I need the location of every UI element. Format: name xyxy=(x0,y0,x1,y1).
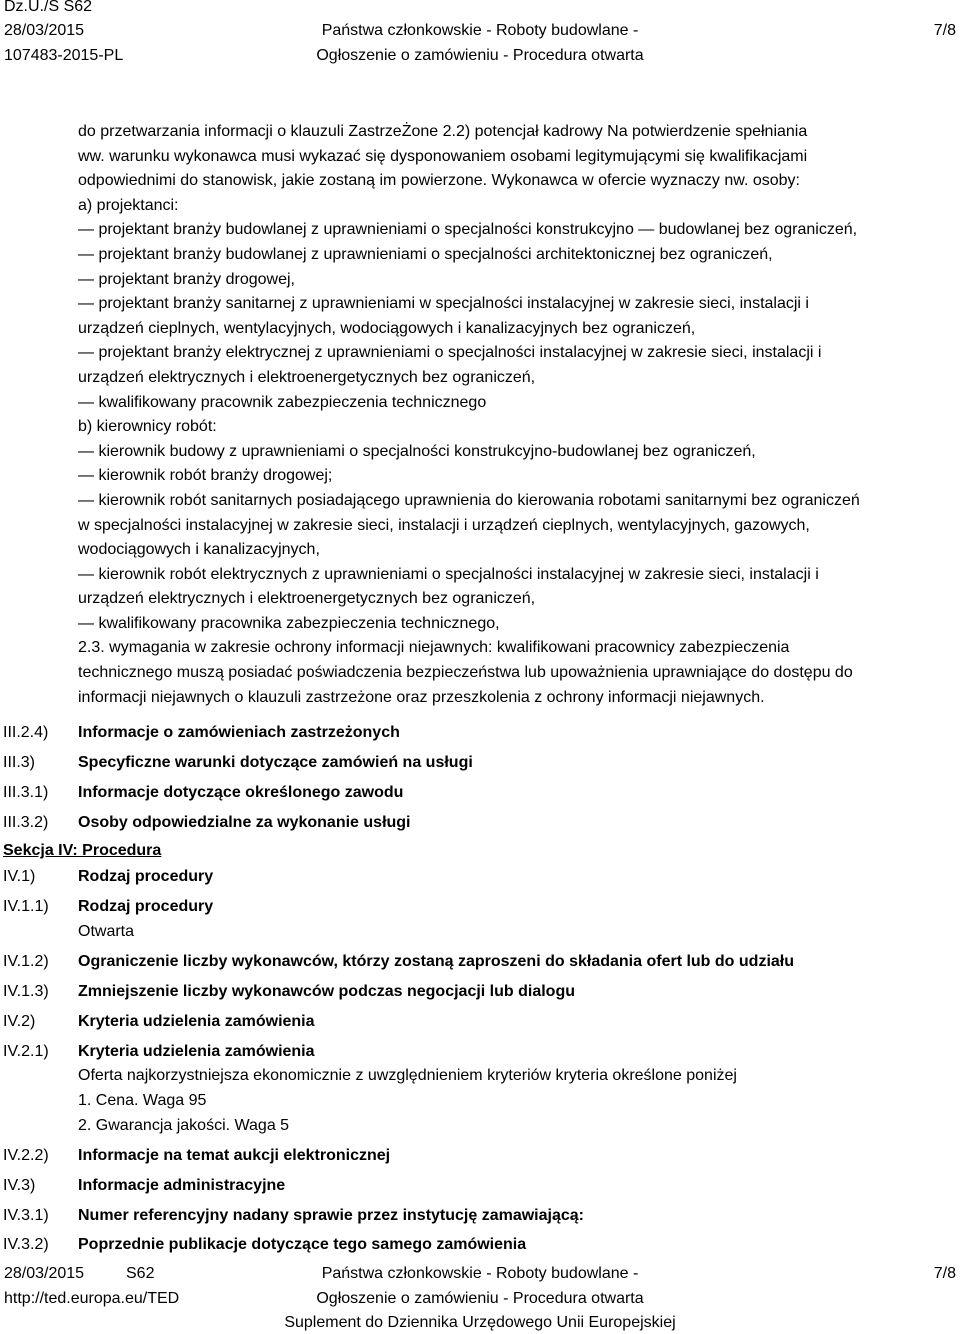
section-number: IV.3.2) xyxy=(3,1236,49,1253)
text-line: — projektant branży sanitarnej z uprawnieniami w specjalności instalacyjnej w zakresie sieci, instalacji i xyxy=(78,295,809,313)
section-number: IV.2) xyxy=(3,1013,36,1030)
text-line: informacji niejawnych o klauzuli zastrzeżone oraz przeszkolenia z ochrony informacji niejawnych. xyxy=(78,688,765,706)
section-heading: Informacje o zamówieniach zastrzeżonych xyxy=(78,724,400,741)
header-title-line1: Państwa członkowskie - Roboty budowlane - xyxy=(321,22,639,39)
section-heading: Specyficzne warunki dotyczące zamówień na usługi xyxy=(78,754,473,771)
section-number: IV.2.2) xyxy=(3,1147,49,1164)
section-number: IV.1.2) xyxy=(3,953,49,970)
text-line: — projektant branży budowlanej z uprawnieniami o specjalności konstrukcyjno — budowlanej bez ograniczeń, xyxy=(78,221,858,239)
procedure-type: Otwarta xyxy=(78,923,135,940)
section-number: IV.1.3) xyxy=(3,983,49,1000)
text-line: do przetwarzania informacji o klauzuli ZastrzeŻone 2.2) potencjał kadrowy Na potwierdzenie spełniania xyxy=(78,123,808,140)
text-line: technicznego muszą posiadać poświadczenia bezpieczeństwa lub upoważnienia uprawniające do dostępu do xyxy=(78,664,853,682)
section-heading: Numer referencyjny nadany sprawie przez instytucję zamawiającą: xyxy=(78,1207,584,1224)
text-line: — projektant branży elektrycznej z uprawnieniami o specjalności instalacyjnej w zakresie sieci, instalacji i xyxy=(78,344,822,362)
section-number: III.3) xyxy=(3,754,36,771)
section-heading: Ograniczenie liczby wykonawców, którzy zostaną zaproszeni do składania ofert lub do udziału xyxy=(78,953,794,970)
section-number: IV.3.1) xyxy=(3,1207,49,1224)
text-line: — kierownik robót elektrycznych z uprawnieniami o specjalności instalacyjnej w zakresie sieci, instalacji i xyxy=(78,565,819,583)
text-line: urządzeń elektrycznych i elektroenergetycznych bez ograniczeń, xyxy=(78,590,536,608)
text-line: 2.3. wymagania w zakresie ochrony informacji niejawnych: kwalifikowani pracownicy zabezpieczenia xyxy=(78,639,790,657)
footer-title-line3: Suplement do Dziennika Urzędowego Unii Europejskiej xyxy=(284,1314,676,1331)
text-line: — projektant branży budowlanej z uprawnieniami o specjalności architektonicznej bez ograniczeń, xyxy=(78,245,773,263)
notice-id: 107483-2015-PL xyxy=(4,47,124,64)
criteria-text: 1. Cena. Waga 95 xyxy=(78,1092,207,1109)
text-line: odpowiednimi do stanowisk, jakie zostaną im powierzone. Wykonawca w ofercie wyznaczy nw. osoby: xyxy=(78,172,800,190)
criteria-text: Oferta najkorzystniejsza ekonomicznie z uwzględnieniem kryteriów kryteria określone poniżej xyxy=(78,1067,737,1084)
footer-page-number: 7/8 xyxy=(933,1265,956,1282)
section-heading: Informacje dotyczące określonego zawodu xyxy=(78,784,404,801)
footer-date: 28/03/2015 xyxy=(4,1265,85,1282)
header-page-number: 7/8 xyxy=(933,22,956,39)
text-line: wodociągowych i kanalizacyjnych, xyxy=(78,541,320,559)
section-number: IV.1.1) xyxy=(3,898,49,915)
section-heading: Rodzaj procedury xyxy=(78,868,214,885)
section-heading: Zmniejszenie liczby wykonawców podczas negocjacji lub dialogu xyxy=(78,983,575,1000)
section-heading: Poprzednie publikacje dotyczące tego samego zamówienia xyxy=(78,1236,527,1253)
section-iv-title: Sekcja IV: Procedura xyxy=(3,842,162,859)
section-number: III.3.2) xyxy=(3,814,49,831)
text-line: — kierownik budowy z uprawnieniami o specjalności konstrukcyjno-budowlanej bez ograniczeń, xyxy=(78,442,756,460)
footer-title-line1: Państwa członkowskie - Roboty budowlane - xyxy=(321,1265,639,1282)
text-line: — kwalifikowany pracownika zabezpieczenia technicznego, xyxy=(78,614,500,632)
section-number: III.2.4) xyxy=(3,724,49,741)
section-heading: Kryteria udzielenia zamówienia xyxy=(78,1013,315,1030)
journal-ref: Dz.U./S S62 xyxy=(4,0,93,15)
text-line: b) kierownicy robót: xyxy=(78,418,217,436)
footer-url: http://ted.europa.eu/TED xyxy=(4,1290,180,1307)
text-line: a) projektanci: xyxy=(78,196,179,214)
section-number: III.3.1) xyxy=(3,784,49,801)
header-title-line2: Ogłoszenie o zamówieniu - Procedura otwarta xyxy=(316,47,644,64)
footer-title-line2: Ogłoszenie o zamówieniu - Procedura otwarta xyxy=(316,1290,644,1307)
text-line: — kierownik robót branży drogowej; xyxy=(78,467,333,485)
section-number: IV.2.1) xyxy=(3,1043,49,1060)
section-heading: Osoby odpowiedzialne za wykonanie usługi xyxy=(78,814,411,831)
text-line: — kierownik robót sanitarnych posiadającego uprawnienia do kierowania robotami sanitarnymi bez ograniczeń xyxy=(78,491,860,509)
section-number: IV.1) xyxy=(3,868,36,885)
header-date: 28/03/2015 xyxy=(4,22,85,39)
text-line: w specjalności instalacyjnej w zakresie sieci, instalacji i urządzeń cieplnych, wentylacyjnych, gazowych, xyxy=(78,516,810,534)
text-line: ww. warunku wykonawca musi wykazać się dysponowaniem osobami legitymującymi się kwalifikacjami xyxy=(78,147,808,165)
section-heading: Informacje administracyjne xyxy=(78,1177,286,1194)
text-line: — projektant branży drogowej, xyxy=(78,270,295,288)
section-heading: Kryteria udzielenia zamówienia xyxy=(78,1043,315,1060)
text-line: urządzeń cieplnych, wentylacyjnych, wodociągowych i kanalizacyjnych bez ograniczeń, xyxy=(78,319,696,337)
criteria-text: 2. Gwarancja jakości. Waga 5 xyxy=(78,1117,290,1134)
text-line: urządzeń elektrycznych i elektroenergetycznych bez ograniczeń, xyxy=(78,368,536,386)
text-line: — kwalifikowany pracownik zabezpieczenia technicznego xyxy=(78,393,487,411)
section-heading: Informacje na temat aukcji elektronicznej xyxy=(78,1147,391,1164)
qualification-requirements-text xyxy=(78,120,958,710)
section-number: IV.3) xyxy=(3,1177,36,1194)
section-heading: Rodzaj procedury xyxy=(78,898,214,915)
footer-series: S62 xyxy=(126,1265,155,1282)
